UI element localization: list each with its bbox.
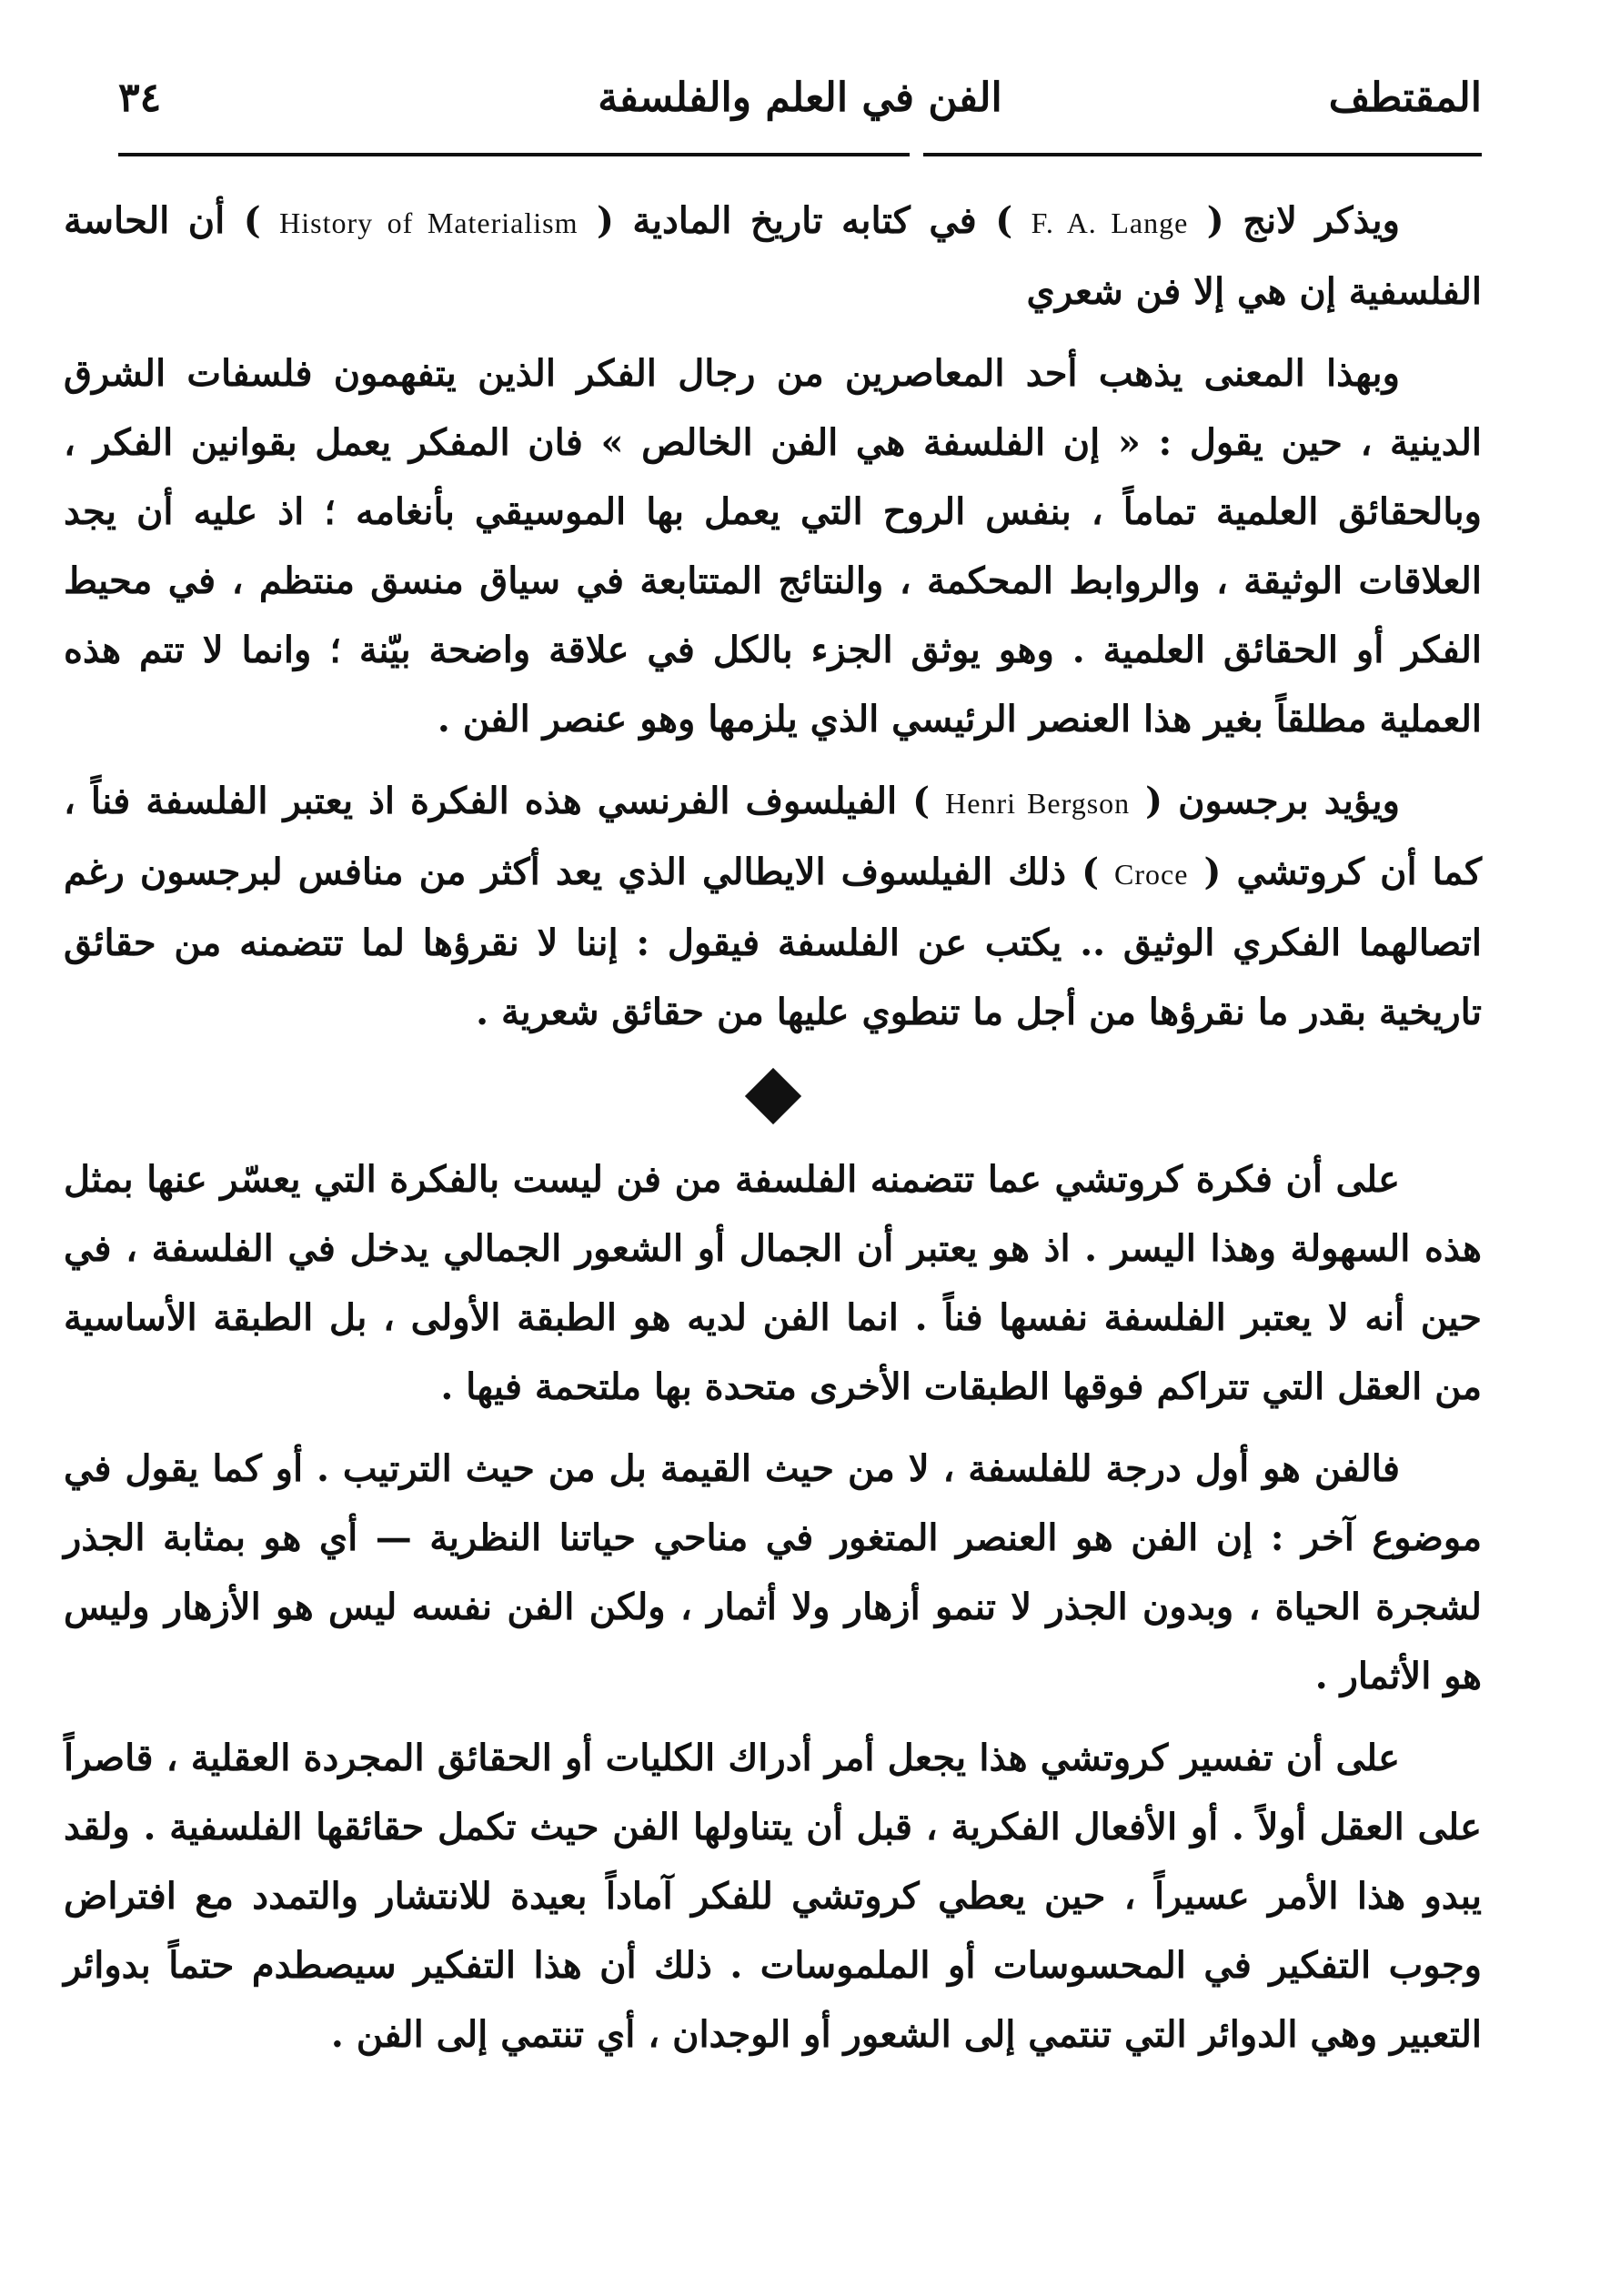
section-separator (64, 1060, 1482, 1133)
latin-term: F. A. Lange (1031, 206, 1189, 239)
paragraph-text: ) أن الحاسة الفلسفية إن هي إلا فن شعري (64, 199, 1482, 313)
paragraph-text: على أن تفسير كروتشي هذا يجعل أمر أدراك الكليات أو الحقائق المجردة العقلية ، قاصراً على العقل أولاً . أو الأفعال الفكرية ، قبل أن يتناولها الفن حيث تكمل حقائقها الفلسفية . ولقد يبدو هذا الأمر عسيراً ، حين يعطي كروتشي للفكر آماداً بعيدة للانتشار والتمدد مع افتراض وجوب التفكير في المحسوسات أو الملموسات . ذلك أن هذا التفكير سيصطدم حتماً بدوائر التعبير وهي الدوائر التي تنتمي إلى الشعور أو الوجدان ، أي تنتمي إلى الفن . (64, 1737, 1482, 2056)
paragraph (64, 1435, 1482, 1711)
paragraph-text: وبهذا المعنى يذهب أحد المعاصرين من رجال الفكر الذين يتفهمون فلسفات الشرق الدينية ، حين يقول : « إن الفلسفة هي الفن الخالص » فان المفكر يعمل بقوانين الفكر ، وبالحقائق العلمية تماماً ، بنفس الروح التي يعمل بها الموسيقي بأنغامه ؛ اذ عليه أن يجد العلاقات الوثيقة ، والروابط المحكمة ، والنتائج المتتابعة في سياق منسق منتظم ، في محيط الفكر أو الحقائق العلمية . وهو يوثق الجزء بالكل في علاقة واضحة بيّنة ؛ وانما لا تتم هذه العملية مطلقاً بغير هذا العنصر الرئيسي الذي يلزمها وهو عنصر الفن . (64, 352, 1482, 740)
paragraph-text: على أن فكرة كروتشي عما تتضمنه الفلسفة من فن ليست بالفكرة التي يعسّر عنها بمثل هذه السهولة وهذا اليسر . اذ هو يعتبر أن الجمال أو الشعور الجمالي يدخل في الفلسفة ، في حين أنه لا يعتبر الفلسفة نفسها فناً . انما الفن لديه هو الطبقة الأولى ، بل الطبقة الأساسية من العقل التي تتراكم فوقها الطبقات الأخرى متحدة بها ملتحمة فيها . (64, 1158, 1482, 1408)
paragraph (64, 1724, 1482, 2069)
page-header (118, 56, 1482, 156)
paragraph-text: ) ذلك الفيلسوف الايطالي الذي يعد أكثر من منافس لبرجسون رغم اتصالهما الفكري الوثيق .. يكتب عن الفلسفة فيقول : إننا لا نقرؤها لما تتضمنه من حقائق تاريخية بقدر ما نقرؤها من أجل ما تنطوي عليها من حقائق شعرية . (64, 851, 1483, 1033)
paragraph-text: ) في كتابه تاريخ المادية ( (578, 199, 1031, 242)
paragraph-text: فالفن هو أول درجة للفلسفة ، لا من حيث القيمة بل من حيث الترتيب . أو كما يقول في موضوع آخر : إن الفن هو العنصر المتغور في مناحي حياتنا النظرية — أي هو بمثابة الجذر لشجرة الحياة ، وبدون الجذر لا تنمو أزهار ولا أثمار ، ولكن الفن نفسه ليس هو الأزهار وليس هو الأثمار . (64, 1447, 1482, 1697)
paragraph (64, 186, 1482, 327)
paragraph (64, 1145, 1482, 1422)
page-number: ٣٤ (118, 75, 162, 121)
latin-term: Henri Bergson (945, 787, 1131, 820)
header-rule-left (118, 153, 910, 156)
paragraph-text: ويذكر لانج ( (1188, 199, 1401, 242)
running-title: الفن في العلم والفلسفة (598, 75, 1002, 121)
latin-term: Croce (1114, 858, 1189, 891)
header-rule-right (923, 153, 1482, 156)
paragraph-text: ) الفيلسوف الفرنسي هذه الفكرة اذ يعتبر الفلسفة فناً ، كما أن كروتشي ( (64, 780, 1482, 893)
latin-term: History of Materialism (279, 206, 579, 239)
diamond-ornament-icon (744, 1068, 800, 1124)
paragraph-text: ويؤيد برجسون ( (1130, 780, 1400, 822)
journal-name: المقتطف (1328, 75, 1482, 121)
page-body (64, 186, 1482, 2214)
paragraph (64, 339, 1482, 754)
paragraph (64, 767, 1482, 1047)
